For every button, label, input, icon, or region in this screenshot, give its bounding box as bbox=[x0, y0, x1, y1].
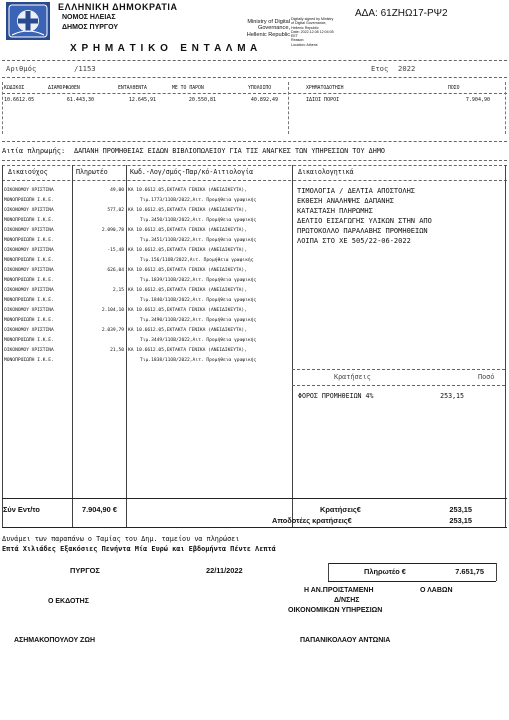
payees-header-payable: Πληρωτέο bbox=[76, 168, 108, 176]
payee-description: ΚΑ 10.6612.05,ΕΚΤΑΚΤΑ ΓΕΝΙΚΑ (ΑΝΕΙΔΙΚΕΥΤΑ), bbox=[128, 308, 247, 313]
document-item: ΔΕΛΤΙΟ ΕΙΣΑΓΩΓΗΣ ΥΛΙΚΩΝ ΣΤΗΝ ΑΠΟ bbox=[297, 217, 432, 225]
rule bbox=[2, 160, 507, 161]
org-line-2: ΝΟΜΟΣ ΗΛΕΙΑΣ bbox=[62, 14, 116, 21]
ada-code: ΑΔΑ: 61ΖΗΩ17-ΡΨ2 bbox=[355, 8, 448, 19]
column-separator bbox=[292, 165, 293, 527]
rule bbox=[2, 77, 507, 78]
signature-meta-line: Digitally signed by Ministry bbox=[291, 17, 334, 21]
payee-name: ΜΟΝΟΠΡΟΣΩΠΗ Ι.Κ.Ε. bbox=[4, 318, 54, 323]
coat-of-arms-icon bbox=[6, 2, 50, 40]
budget-header-current: ΜΕ ΤΟ ΠΑΡΟΝ bbox=[172, 86, 204, 91]
signature-meta bbox=[291, 17, 334, 47]
payee-description: Τιμ.3449/11ΟΒ/2022,Αιτ. Προμήθεια γραφικής bbox=[140, 338, 257, 343]
rule bbox=[2, 498, 507, 499]
payee-amount: -15,48 bbox=[107, 248, 124, 253]
signature-meta-line: Date: 2022.12.08 12:04:05 bbox=[291, 29, 334, 34]
payee-description: Τιμ.1838/11ΟΒ/2022,Αιτ. Προμήθεια γραφικής bbox=[140, 358, 257, 363]
payee-name: ΟΙΚΟΝΟΜΟΥ ΧΡΙΣΤΙΝΑ bbox=[4, 188, 54, 193]
payee-description: Τιμ.1839/11ΟΒ/2022,Αιτ. Προμήθεια γραφικής bbox=[140, 278, 257, 283]
payee-amount: 2.090,78 bbox=[101, 228, 124, 233]
payable-amount-words: Επτά Χιλιάδες Εξακόσιες Πενήντα Μία Ευρώ και Εβδομήντα Πέντε Λεπτά bbox=[2, 545, 276, 553]
payee-name: ΜΟΝΟΠΡΟΣΩΠΗ Ι.Κ.Ε. bbox=[4, 198, 54, 203]
column-separator bbox=[126, 165, 127, 527]
rule bbox=[2, 141, 507, 142]
budget-header-funding: ΧΡΗΜΑΤΟΔΟΤΗΣΗ bbox=[306, 86, 344, 91]
year-label: Ετος bbox=[371, 64, 389, 73]
issue-date: 22/11/2022 bbox=[206, 566, 243, 575]
column-separator bbox=[2, 82, 3, 134]
withholdings-header-label: Κρατήσεις bbox=[334, 373, 371, 381]
signature-meta-line: Reason: bbox=[291, 38, 305, 43]
returned-withholdings-value: 253,15 bbox=[449, 516, 472, 525]
payee-description: ΚΑ 10.6612.05,ΕΚΤΑΚΤΑ ΓΕΝΙΚΑ (ΑΝΕΙΔΙΚΕΥΤΑ), bbox=[128, 208, 247, 213]
place: ΠΥΡΓΟΣ bbox=[70, 566, 100, 575]
payee-name: ΟΙΚΟΝΟΜΟΥ ΧΡΙΣΤΙΝΑ bbox=[4, 248, 54, 253]
sum-value: 7.904,90 € bbox=[82, 505, 117, 514]
budget-value-allotted: 12.645,91 bbox=[128, 97, 156, 103]
head-name: ΠΑΠΑΝΙΚΟΛΑΟΥ ΑΝΤΩΝΙΑ bbox=[300, 637, 391, 644]
payee-amount: 21,50 bbox=[110, 348, 124, 353]
payee-description: ΚΑ 10.6612.05,ΕΚΤΑΚΤΑ ΓΕΝΙΚΑ (ΑΝΕΙΔΙΚΕΥΤΑ), bbox=[128, 348, 247, 353]
document-item: ΚΑΤΑΣΤΑΣΗ ΠΛΗΡΩΜΗΣ bbox=[297, 207, 373, 215]
payee-amount: 577,02 bbox=[107, 208, 124, 213]
budget-value-code: 10.6612.05 bbox=[4, 97, 35, 103]
issuer-name: ΑΣΗΜΑΚΟΠΟΥΛΟΥ ΖΩΗ bbox=[14, 637, 96, 644]
head-label-3: ΟΙΚΟΝΟΜΙΚΩΝ ΥΠΗΡΕΣΙΩΝ bbox=[288, 607, 383, 614]
payee-name: ΟΙΚΟΝΟΜΟΥ ΧΡΙΣΤΙΝΑ bbox=[4, 228, 54, 233]
signature-meta-line: Location: Athens bbox=[291, 42, 318, 47]
payee-description: ΚΑ 10.6612.05,ΕΚΤΑΚΤΑ ΓΕΝΙΚΑ (ΑΝΕΙΔΙΚΕΥΤΑ), bbox=[128, 288, 247, 293]
rule bbox=[2, 527, 507, 528]
payable-sentence-1: Δυνάμει των παραπάνω ο Ταμίας του Δημ. ταμείου να πληρώσει bbox=[2, 535, 240, 543]
payee-description: Τιμ.1773/11ΟΒ/2022,Αιτ. Προμήθεια γραφικής bbox=[140, 198, 257, 203]
document-item: ΛΟΙΠΑ ΣΤΟ ΧΕ 505/22-06-2022 bbox=[297, 237, 411, 245]
payee-name: ΟΙΚΟΝΟΜΟΥ ΧΡΙΣΤΙΝΑ bbox=[4, 348, 54, 353]
signer-org-line: Ministry of Digital bbox=[247, 19, 290, 25]
signature-meta-line: of Digital Governance, bbox=[291, 21, 327, 26]
org-line-3: ΔΗΜΟΣ ΠΥΡΓΟΥ bbox=[62, 24, 119, 31]
payable-value: 7.651,75 bbox=[455, 567, 484, 576]
returned-withholdings-label: Αποδοτέες κρατήσεις€ bbox=[272, 516, 352, 525]
column-separator bbox=[328, 563, 329, 581]
signer-org-line: Hellenic Republic bbox=[246, 31, 290, 38]
rule bbox=[292, 369, 505, 370]
signature-meta-line: Hellenic Republic bbox=[291, 25, 319, 30]
signer-org bbox=[238, 19, 290, 38]
payee-description: Τιμ.3490/11ΟΒ/2022,Αιτ. Προμήθεια γραφικής bbox=[140, 318, 257, 323]
budget-value-current: 20.550,81 bbox=[188, 97, 216, 103]
payee-name: ΟΙΚΟΝΟΜΟΥ ΧΡΙΣΤΙΝΑ bbox=[4, 288, 54, 293]
rule bbox=[328, 563, 496, 564]
receiver-label: Ο ΛΑΒΩΝ bbox=[420, 587, 453, 594]
budget-value-formed: 61.443,30 bbox=[66, 97, 94, 103]
column-separator bbox=[496, 563, 497, 581]
payee-name: ΜΟΝΟΠΡΟΣΩΠΗ Ι.Κ.Ε. bbox=[4, 258, 54, 263]
payee-description: Τιμ.1840/11ΟΒ/2022,Αιτ. Προμήθεια γραφικής bbox=[140, 298, 257, 303]
withholdings-total-label: Κρατήσεις€ bbox=[320, 505, 361, 514]
payee-amount: 49,00 bbox=[110, 188, 124, 193]
payee-name: ΜΟΝΟΠΡΟΣΩΠΗ Ι.Κ.Ε. bbox=[4, 338, 54, 343]
payees-header-code: Κωδ.-Λογ/σμός-Παρ/κό-Αιτιολογία bbox=[130, 168, 254, 176]
payee-name: ΟΙΚΟΝΟΜΟΥ ΧΡΙΣΤΙΝΑ bbox=[4, 308, 54, 313]
column-separator bbox=[2, 165, 3, 527]
cause-text: ΔΑΠΑΝΗ ΠΡΟΜΗΘΕΙΑΣ ΕΙΔΩΝ ΒΙΒΛΙΟΠΩΛΕΙΟΥ ΓΙΑ ΤΙΣ ΑΝΑΓΚΕΣ ΤΩΝ ΥΠΗΡΕΣΙΩΝ ΤΟΥ ΔΗΜΟ bbox=[74, 147, 385, 155]
payee-description: Τιμ.3451/11ΟΒ/2022,Αιτ. Προμήθεια γραφικής bbox=[140, 238, 257, 243]
rule bbox=[328, 581, 496, 582]
budget-value-remaining: 40.892,49 bbox=[250, 97, 278, 103]
payee-amount: 626,04 bbox=[107, 268, 124, 273]
payee-amount: 2.039,79 bbox=[101, 328, 124, 333]
payee-description: Τιμ.3450/11ΟΒ/2022,Αιτ. Προμήθεια γραφικής bbox=[140, 218, 257, 223]
document-item: ΤΙΜΟΛΟΓΙΑ / ΔΕΛΤΙΑ ΑΠΟΣΤΟΛΗΣ bbox=[297, 187, 416, 195]
payee-description: ΚΑ 10.6612.05,ΕΚΤΑΚΤΑ ΓΕΝΙΚΑ (ΑΝΕΙΔΙΚΕΥΤΑ), bbox=[128, 228, 247, 233]
payee-description: ΚΑ 10.6612.05,ΕΚΤΑΚΤΑ ΓΕΝΙΚΑ (ΑΝΕΙΔΙΚΕΥΤΑ), bbox=[128, 268, 247, 273]
budget-header-code: ΚΩΔΙΚΟΣ bbox=[4, 86, 25, 91]
number-value: /1153 bbox=[74, 64, 96, 73]
budget-value-funding: ΙΔΙΟΙ ΠΟΡΟΙ bbox=[306, 97, 340, 103]
payees-header-payee: Δικαιούχος bbox=[8, 168, 48, 176]
payee-description: ΚΑ 10.6612.05,ΕΚΤΑΚΤΑ ΓΕΝΙΚΑ (ΑΝΕΙΔΙΚΕΥΤΑ), bbox=[128, 188, 247, 193]
budget-header-amount: ΠΟΣΟ bbox=[448, 86, 460, 91]
issuer-label: Ο ΕΚΔΟΤΗΣ bbox=[48, 598, 89, 605]
payee-name: ΟΙΚΟΝΟΜΟΥ ΧΡΙΣΤΙΝΑ bbox=[4, 268, 54, 273]
payee-name: ΜΟΝΟΠΡΟΣΩΠΗ Ι.Κ.Ε. bbox=[4, 278, 54, 283]
payee-description: Τιμ.156/11ΟΒ/2022,Αιτ. Προμήθεια γραφικής bbox=[140, 258, 254, 263]
sum-label: Σύν Εντ/το bbox=[3, 505, 40, 514]
payee-description: ΚΑ 10.6612.05,ΕΚΤΑΚΤΑ ΓΕΝΙΚΑ (ΑΝΕΙΔΙΚΕΥΤΑ), bbox=[128, 248, 247, 253]
payee-amount: 2.104,10 bbox=[101, 308, 124, 313]
payee-name: ΜΟΝΟΠΡΟΣΩΠΗ Ι.Κ.Ε. bbox=[4, 298, 54, 303]
head-label-2: Δ/ΝΣΗΣ bbox=[334, 597, 360, 604]
column-separator bbox=[505, 165, 506, 527]
rule bbox=[292, 385, 505, 386]
payee-name: ΟΙΚΟΝΟΜΟΥ ΧΡΙΣΤΙΝΑ bbox=[4, 208, 54, 213]
payable-label: Πληρωτέο € bbox=[364, 567, 406, 576]
payee-amount: 2,15 bbox=[112, 288, 124, 293]
document-item: ΕΚΘΕΣΗ ΑΝΑΛΗΨΗΣ ΔΑΠΑΝΗΣ bbox=[297, 197, 394, 205]
payee-name: ΜΟΝΟΠΡΟΣΩΠΗ Ι.Κ.Ε. bbox=[4, 238, 54, 243]
rule bbox=[2, 60, 507, 61]
budget-header-formed: ΔΙΑΜΟΡΦΩΘΕΝ bbox=[48, 86, 80, 91]
budget-header-remaining: ΥΠΟΛΟΙΠΟ bbox=[248, 86, 272, 91]
payee-description: ΚΑ 10.6612.05,ΕΚΤΑΚΤΑ ΓΕΝΙΚΑ (ΑΝΕΙΔΙΚΕΥΤΑ), bbox=[128, 328, 247, 333]
signer-org-line: Governance, bbox=[257, 25, 290, 32]
rule bbox=[2, 93, 507, 94]
head-label-1: Η ΑΝ.ΠΡΟΙΣΤΑΜΕΝΗ bbox=[304, 587, 374, 594]
withholding-item-label: ΦΟΡΟΣ ΠΡΟΜΗΘΕΙΩΝ 4% bbox=[298, 392, 374, 400]
payee-name: ΜΟΝΟΠΡΟΣΩΠΗ Ι.Κ.Ε. bbox=[4, 218, 54, 223]
withholding-item-amount: 253,15 bbox=[440, 392, 464, 400]
budget-value-amount: 7.904,90 bbox=[465, 97, 490, 103]
cause-label: Αιτία πληρωμής: bbox=[2, 147, 66, 155]
column-separator bbox=[72, 165, 73, 527]
withholdings-header-amount: Ποσό bbox=[478, 373, 495, 381]
column-separator bbox=[288, 82, 289, 134]
withholdings-total-value: 253,15 bbox=[449, 505, 472, 514]
document-item: ΠΡΩΤΟΚΟΛΛΟ ΠΑΡΑΛΑΒΗΣ ΠΡΟΜΗΘΕΙΩΝ bbox=[297, 227, 428, 235]
budget-header-allotted: ΕΝΤΑΛΘΕΝΤΑ bbox=[118, 86, 147, 91]
number-label: Αριθμός bbox=[6, 64, 37, 73]
column-separator bbox=[505, 82, 506, 134]
document-title: Χ Ρ Η Μ Α Τ Ι Κ Ο Ε Ν Τ Α Λ Μ Α bbox=[70, 43, 259, 54]
payee-name: ΜΟΝΟΠΡΟΣΩΠΗ Ι.Κ.Ε. bbox=[4, 358, 54, 363]
rule bbox=[2, 180, 507, 181]
payee-name: ΟΙΚΟΝΟΜΟΥ ΧΡΙΣΤΙΝΑ bbox=[4, 328, 54, 333]
org-line-1: ΕΛΛΗΝΙΚΗ ΔΗΜΟΚΡΑΤΙΑ bbox=[58, 2, 178, 12]
rule bbox=[2, 165, 507, 166]
payees-header-documents: Δικαιολογητικά bbox=[298, 168, 354, 176]
signature-meta-line: EET bbox=[291, 34, 298, 39]
year-value: 2022 bbox=[398, 64, 416, 73]
